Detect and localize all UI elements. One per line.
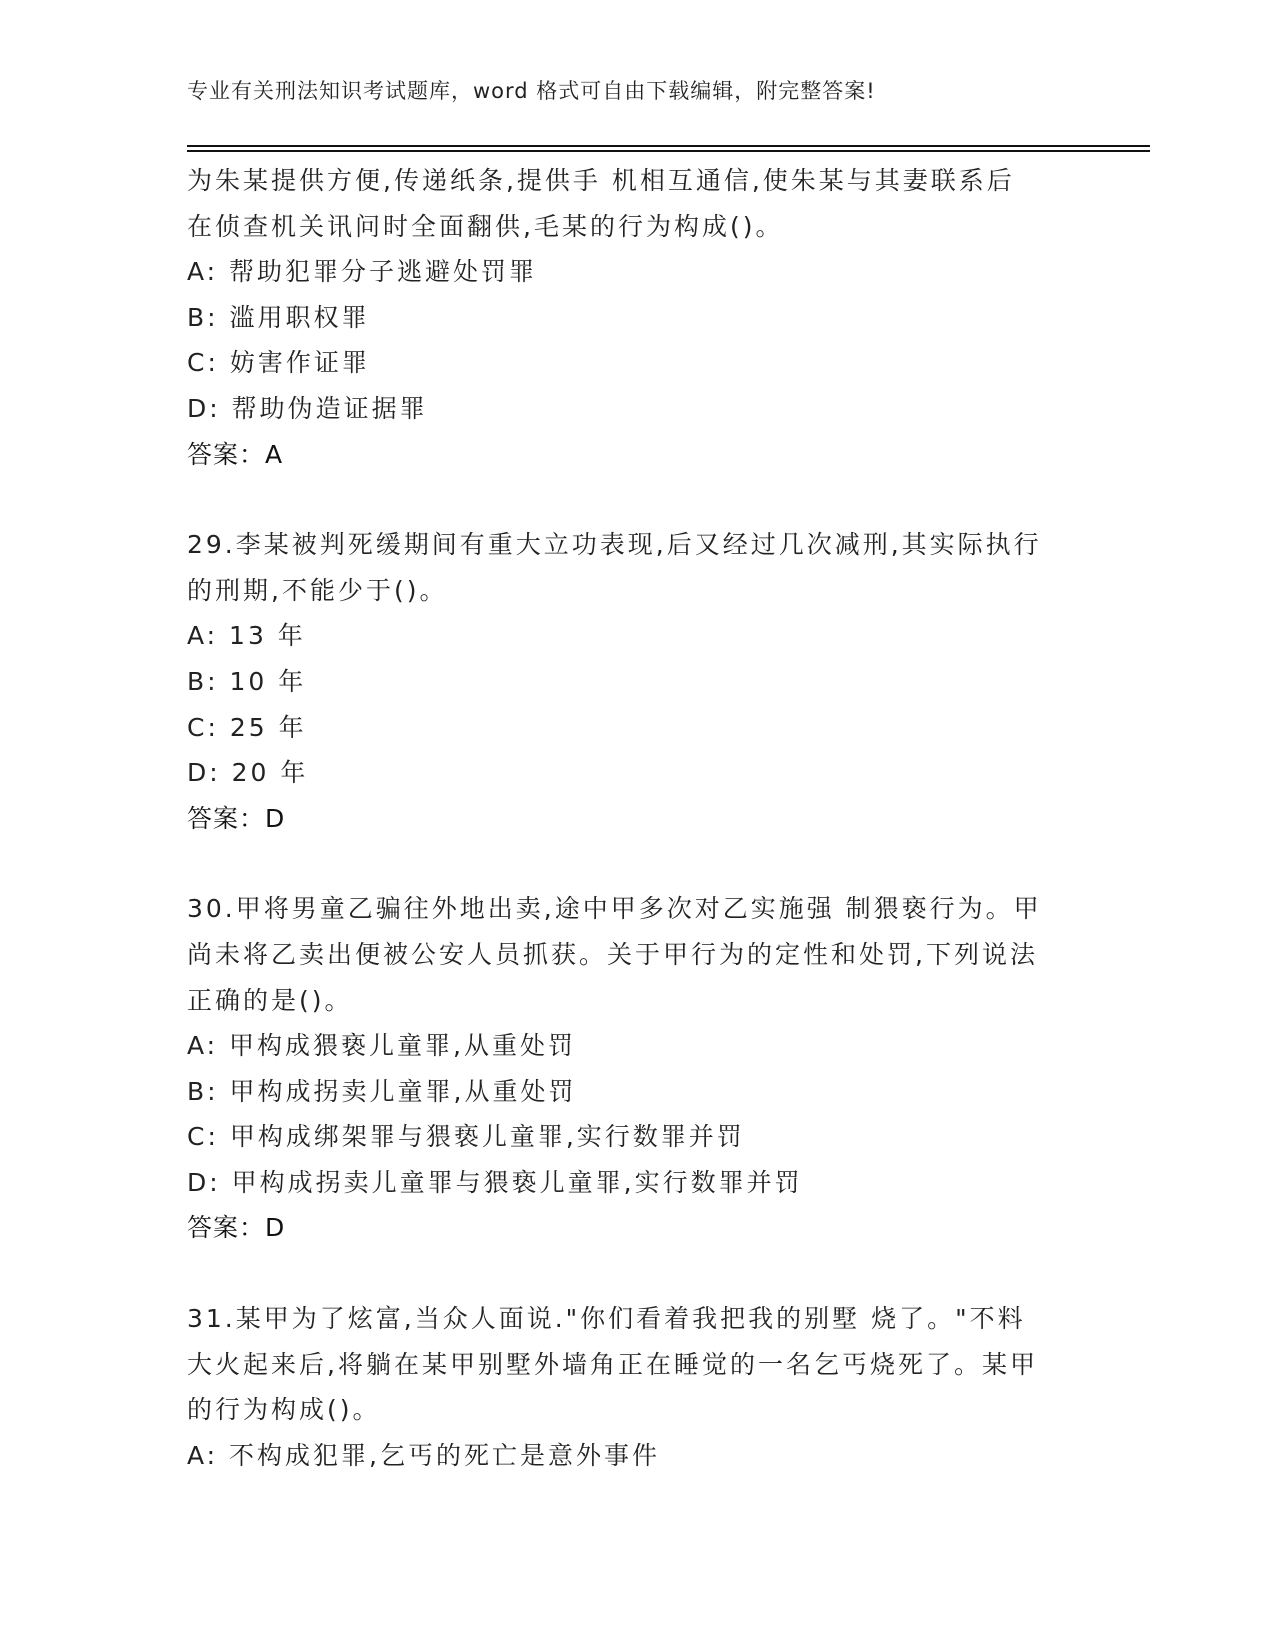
question-29: [187, 522, 1087, 841]
question-text-line: 大火起来后,将躺在某甲别墅外墙角正在睡觉的一名乞丐烧死了。某甲: [187, 1349, 1038, 1379]
answer-label: 答案：D: [187, 803, 286, 833]
option-c: C: 妨害作证罪: [187, 348, 370, 378]
question-text-line: 尚未将乙卖出便被公安人员抓获。关于甲行为的定性和处罚,下列说法: [187, 939, 1038, 969]
question-text-line: 29.李某被判死缓期间有重大立功表现,后又经过几次减刑,其实际执行: [187, 530, 1042, 560]
option-c: C: 25 年: [187, 712, 307, 742]
option-b: B: 甲构成拐卖儿童罪,从重处罚: [187, 1076, 577, 1106]
question-text-line: 为朱某提供方便,传递纸条,提供手 机相互通信,使朱某与其妻联系后: [187, 166, 1015, 195]
question-30: [187, 886, 1087, 1251]
answer-label: 答案：A: [187, 439, 284, 469]
question-28-fragment: [187, 158, 1087, 477]
answer-label: 答案：D: [187, 1213, 286, 1243]
option-d: D: 甲构成拐卖儿童罪与猥亵儿童罪,实行数罪并罚: [187, 1167, 803, 1197]
option-a: A: 帮助犯罪分子逃避处罚罪: [187, 257, 538, 287]
question-text-line: 在侦查机关讯问时全面翻供,毛某的行为构成()。: [187, 211, 784, 241]
option-b: B: 滥用职权罪: [187, 302, 370, 332]
option-d: D: 20 年: [187, 758, 309, 788]
question-text-line: 的刑期,不能少于()。: [187, 575, 448, 605]
option-a: A: 13 年: [187, 621, 306, 651]
question-text-line: 正确的是()。: [187, 985, 353, 1015]
question-31: [187, 1296, 1087, 1478]
question-text-line: 的行为构成()。: [187, 1395, 381, 1425]
header-double-rule: [187, 145, 1150, 147]
question-text-line: 30.甲将男童乙骗往外地出卖,途中甲多次对乙实施强 制猥亵行为。甲: [187, 894, 1042, 924]
option-b: B: 10 年: [187, 666, 307, 696]
question-list: [187, 158, 1087, 1478]
option-a: A: 甲构成猥亵儿童罪,从重处罚: [187, 1031, 576, 1061]
option-d: D: 帮助伪造证据罪: [187, 393, 428, 423]
option-a: A: 不构成犯罪,乞丐的死亡是意外事件: [187, 1440, 660, 1470]
option-c: C: 甲构成绑架罪与猥亵儿童罪,实行数罪并罚: [187, 1122, 745, 1152]
page-header-title: 专业有关刑法知识考试题库，word 格式可自由下载编辑，附完整答案!: [187, 79, 876, 103]
question-text-line: 31.某甲为了炫富,当众人面说."你们看着我把我的别墅 烧了。"不料: [187, 1304, 1026, 1334]
